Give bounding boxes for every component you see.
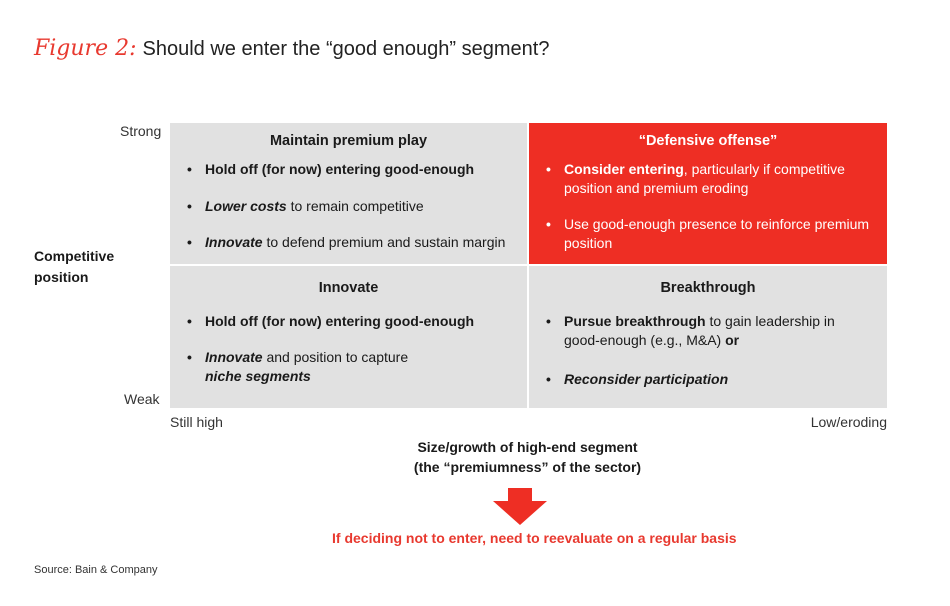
- x-axis-title-line1: Size/growth of high-end segment: [417, 439, 638, 455]
- bullet-emphasis: Innovate: [205, 349, 263, 365]
- y-axis-title-line2: position: [34, 269, 89, 285]
- figure-title-text: Should we enter the “good enough” segment?: [142, 38, 550, 60]
- bullet-icon: •: [187, 234, 192, 250]
- bullet-item: [187, 160, 513, 179]
- callout-text: If deciding not to enter, need to reevaluate on a regular basis: [332, 530, 737, 546]
- bullet-icon: •: [546, 313, 551, 329]
- bullet-icon: •: [546, 216, 551, 232]
- bullet-text: and position to capture: [262, 349, 409, 365]
- bullet-item: [187, 312, 513, 331]
- x-axis-title-line2: (the “premiumness” of the sector): [413, 459, 642, 475]
- x-axis-right-label: Low/eroding: [810, 414, 887, 430]
- bullet-icon: •: [546, 161, 551, 177]
- quadrant-innovate: [170, 266, 527, 408]
- bullet-item: [546, 312, 873, 350]
- bullet-text: , particularly if competitive position and premium eroding: [564, 161, 845, 196]
- bullet-emphasis: Pursue breakthrough: [564, 313, 706, 329]
- figure-label: Figure 2:: [34, 36, 137, 61]
- y-axis-top-label: Strong: [120, 123, 162, 139]
- quadrant-maintain-premium-play: [170, 123, 527, 264]
- bullet-text: to gain leadership in good-enough (e.g., M&A): [564, 313, 835, 348]
- y-axis-bottom-label: Weak: [124, 391, 160, 407]
- bullet-icon: •: [187, 198, 192, 214]
- bullet-text: Use good-enough presence to reinforce premium position: [564, 216, 870, 251]
- quadrant-heading: Breakthrough: [660, 280, 756, 296]
- bullet-text: Hold off (for now) entering good-enough: [205, 161, 475, 177]
- bullet-item: [546, 370, 873, 389]
- bullet-item: [546, 215, 873, 253]
- quadrant-heading: Maintain premium play: [269, 133, 428, 149]
- bullet-icon: •: [187, 161, 192, 177]
- x-axis-left-label: Still high: [170, 414, 223, 430]
- bullet-item: [187, 348, 513, 386]
- source-note: Source: Bain & Company: [34, 564, 158, 576]
- bullet-item: [187, 233, 513, 252]
- bullet-text: Hold off (for now) entering good-enough: [205, 313, 475, 329]
- bullet-icon: •: [546, 371, 551, 387]
- bullet-item: [187, 197, 513, 216]
- bullet-icon: •: [187, 313, 192, 329]
- down-arrow-icon: [491, 488, 549, 526]
- figure-title: [34, 36, 549, 61]
- x-axis-title: [0, 437, 950, 477]
- quadrant-heading: “Defensive offense”: [638, 133, 778, 149]
- y-axis-title: [34, 246, 124, 288]
- bullet-emphasis: niche segments: [205, 368, 311, 384]
- bullet-item: [546, 160, 873, 198]
- bullet-emphasis: or: [725, 332, 740, 348]
- quadrant-defensive-offense: [529, 123, 887, 264]
- bullet-text: to defend premium and sustain margin: [262, 234, 506, 250]
- bullet-emphasis: Reconsider participation: [564, 371, 729, 387]
- y-axis-title-line1: Competitive: [34, 248, 115, 264]
- bullet-emphasis: Consider entering: [564, 161, 684, 177]
- bullet-emphasis: Innovate: [205, 234, 263, 250]
- bullet-emphasis: Lower costs: [205, 198, 287, 214]
- quadrant-heading: Innovate: [318, 280, 379, 296]
- bullet-text: to remain competitive: [286, 198, 424, 214]
- bullet-icon: •: [187, 349, 192, 365]
- quadrant-breakthrough: [529, 266, 887, 408]
